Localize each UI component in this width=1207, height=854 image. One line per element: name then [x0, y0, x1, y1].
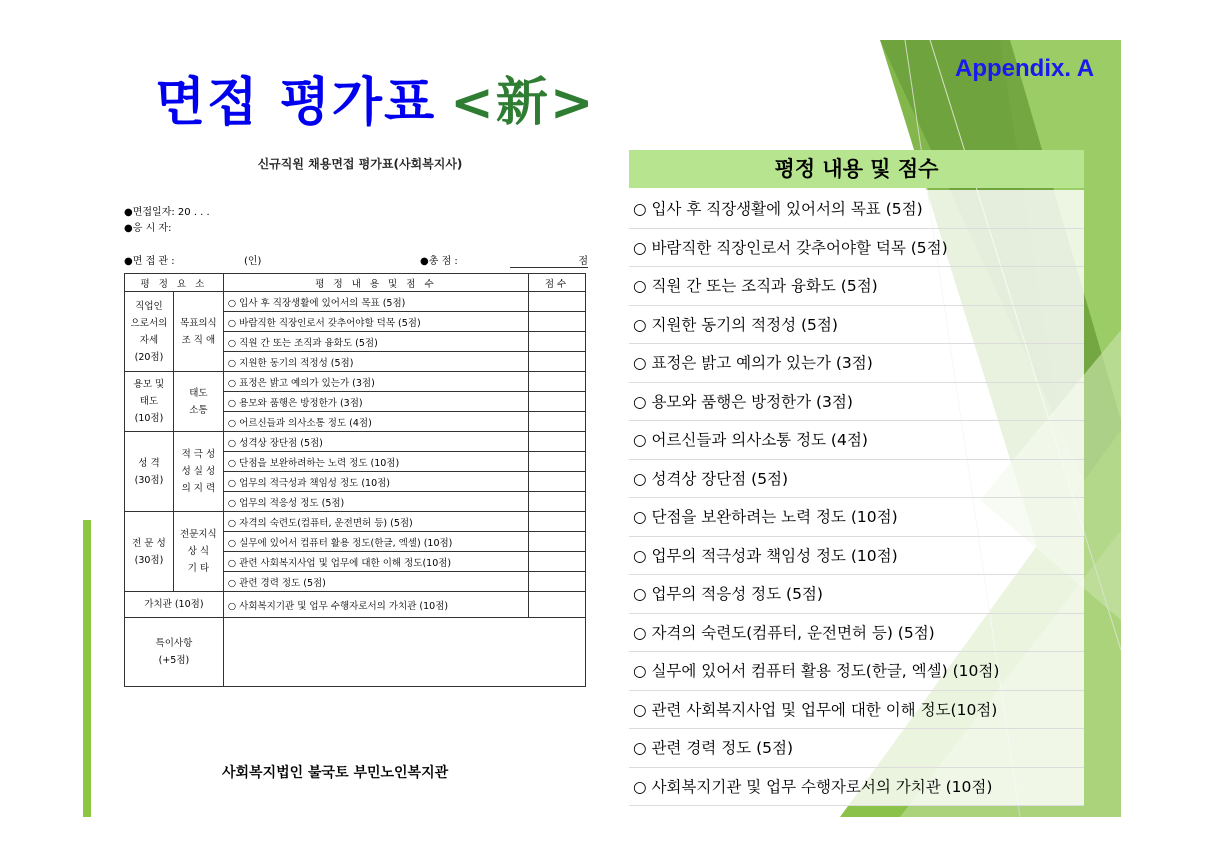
subcategory-cell: 태도 소통	[173, 372, 223, 432]
score-cell	[529, 592, 586, 618]
score-cell	[529, 352, 586, 372]
criteria-cell: ○ 어르신들과 의사소통 정도 (4점)	[223, 412, 528, 432]
score-cell	[529, 332, 586, 352]
criteria-cell: ○ 관련 경력 정도 (5점)	[223, 572, 528, 592]
criteria-cell: ○ 실무에 있어서 컴퓨터 활용 정도(한글, 엑셀) (10점)	[223, 532, 528, 552]
criteria-item: ○ 관련 경력 정도 (5점)	[629, 729, 1084, 768]
criteria-cell: ○ 업무의 적극성과 책임성 정도 (10점)	[223, 472, 528, 492]
score-cell	[529, 552, 586, 572]
score-cell	[529, 572, 586, 592]
left-accent-bar	[83, 520, 91, 817]
score-cell	[529, 472, 586, 492]
form-title: 신규직원 채용면접 평가표(사회복지사)	[257, 157, 463, 171]
table-row	[125, 618, 586, 687]
criteria-cell: ○ 자격의 숙련도(컴퓨터, 운전면허 등) (5점)	[223, 512, 528, 532]
total-score-label: ●총 점 :	[420, 256, 458, 267]
category-cell: 전 문 성 (30점)	[125, 512, 174, 592]
evaluation-form	[122, 155, 588, 172]
page-title: 면접 평가표 <新>	[155, 73, 596, 133]
table-row	[125, 592, 586, 618]
category-cell: 직업인 으로서의 자세 (20점)	[125, 292, 174, 372]
criteria-item: ○ 사회복지기관 및 업무 수행자로서의 가치관 (10점)	[629, 768, 1084, 807]
table-row	[125, 292, 586, 312]
criteria-cell: ○ 관련 사회복지사업 및 업무에 대한 이해 정도(10점)	[223, 552, 528, 572]
score-cell	[529, 532, 586, 552]
criteria-item: ○ 단점을 보완하려는 노력 정도 (10점)	[629, 498, 1084, 537]
criteria-item: ○ 직원 간 또는 조직과 융화도 (5점)	[629, 267, 1084, 306]
table-header: 평 정 내 용 및 점 수	[223, 274, 528, 292]
table-header: 점수	[529, 274, 586, 292]
total-score-unit: 점	[510, 252, 588, 268]
criteria-item: ○ 업무의 적극성과 책임성 정도 (10점)	[629, 537, 1084, 576]
criteria-cell: ○ 업무의 적응성 정도 (5점)	[223, 492, 528, 512]
score-cell	[529, 452, 586, 472]
criteria-item: ○ 지원한 동기의 적정성 (5점)	[629, 306, 1084, 345]
criteria-item: ○ 용모와 품행은 방정한가 (3점)	[629, 383, 1084, 422]
category-cell: 용모 및 태도 (10점)	[125, 372, 174, 432]
criteria-item: ○ 바람직한 직장인로서 갖추어야할 덕목 (5점)	[629, 229, 1084, 268]
criteria-item: ○ 실무에 있어서 컴퓨터 활용 정도(한글, 엑셀) (10점)	[629, 652, 1084, 691]
category-cell: 성 격 (30점)	[125, 432, 174, 512]
criteria-item: ○ 관련 사회복지사업 및 업무에 대한 이해 정도(10점)	[629, 691, 1084, 730]
seal-label: (인)	[244, 256, 262, 267]
criteria-cell: ○ 입사 후 직장생활에 있어서의 목표 (5점)	[223, 292, 528, 312]
criteria-item: ○ 어르신들과 의사소통 정도 (4점)	[629, 421, 1084, 460]
score-cell	[529, 492, 586, 512]
criteria-list	[629, 190, 1084, 806]
score-cell	[529, 292, 586, 312]
table-row	[125, 512, 586, 532]
special-notes-cell: 특이사항 (+5점)	[125, 618, 224, 687]
interviewer-label: ●면 접 관 :	[124, 256, 175, 267]
special-notes-area	[223, 618, 585, 687]
criteria-item: ○ 업무의 적응성 정도 (5점)	[629, 575, 1084, 614]
criteria-item: ○ 성격상 장단점 (5점)	[629, 460, 1084, 499]
score-cell	[529, 412, 586, 432]
score-cell	[529, 372, 586, 392]
score-cell	[529, 312, 586, 332]
score-cell	[529, 512, 586, 532]
criteria-cell: ○ 용모와 품행은 방정한가 (3점)	[223, 392, 528, 412]
criteria-header: 평정 내용 및 점수	[629, 150, 1084, 188]
criteria-item: ○ 자격의 숙련도(컴퓨터, 운전면허 등) (5점)	[629, 614, 1084, 653]
evaluation-table	[124, 273, 586, 687]
table-row	[125, 372, 586, 392]
subcategory-cell: 목표의식 조 직 애	[173, 292, 223, 372]
criteria-item: ○ 표정은 밝고 예의가 있는가 (3점)	[629, 344, 1084, 383]
table-row	[125, 432, 586, 452]
table-header: 평 정 요 소	[125, 274, 224, 292]
category-cell: 가치관 (10점)	[125, 592, 224, 618]
organization-name: 사회복지법인 불국토 부민노인복지관	[222, 765, 449, 781]
appendix-label: Appendix. A	[955, 55, 1095, 82]
interview-date-label: ●면접일자: 20 . . .	[124, 207, 210, 218]
subcategory-cell: 전문지식 상 식 기 타	[173, 512, 223, 592]
score-cell	[529, 432, 586, 452]
criteria-cell: ○ 직원 간 또는 조직과 융화도 (5점)	[223, 332, 528, 352]
criteria-cell: ○ 단점을 보완하려하는 노력 정도 (10점)	[223, 452, 528, 472]
applicant-label: ●응 시 자:	[124, 223, 172, 234]
criteria-cell: ○ 성격상 장단점 (5점)	[223, 432, 528, 452]
criteria-item: ○ 입사 후 직장생활에 있어서의 목표 (5점)	[629, 190, 1084, 229]
criteria-cell: ○ 바람직한 직장인로서 갖추어야할 덕목 (5점)	[223, 312, 528, 332]
page-subtitle: <新>	[450, 73, 596, 133]
criteria-cell: ○ 사회복지기관 및 업무 수행자로서의 가치관 (10점)	[223, 592, 528, 618]
criteria-cell: ○ 표정은 밝고 예의가 있는가 (3점)	[223, 372, 528, 392]
criteria-cell: ○ 지원한 동기의 적정성 (5점)	[223, 352, 528, 372]
subcategory-cell: 적 극 성 성 실 성 의 지 력	[173, 432, 223, 512]
score-cell	[529, 392, 586, 412]
